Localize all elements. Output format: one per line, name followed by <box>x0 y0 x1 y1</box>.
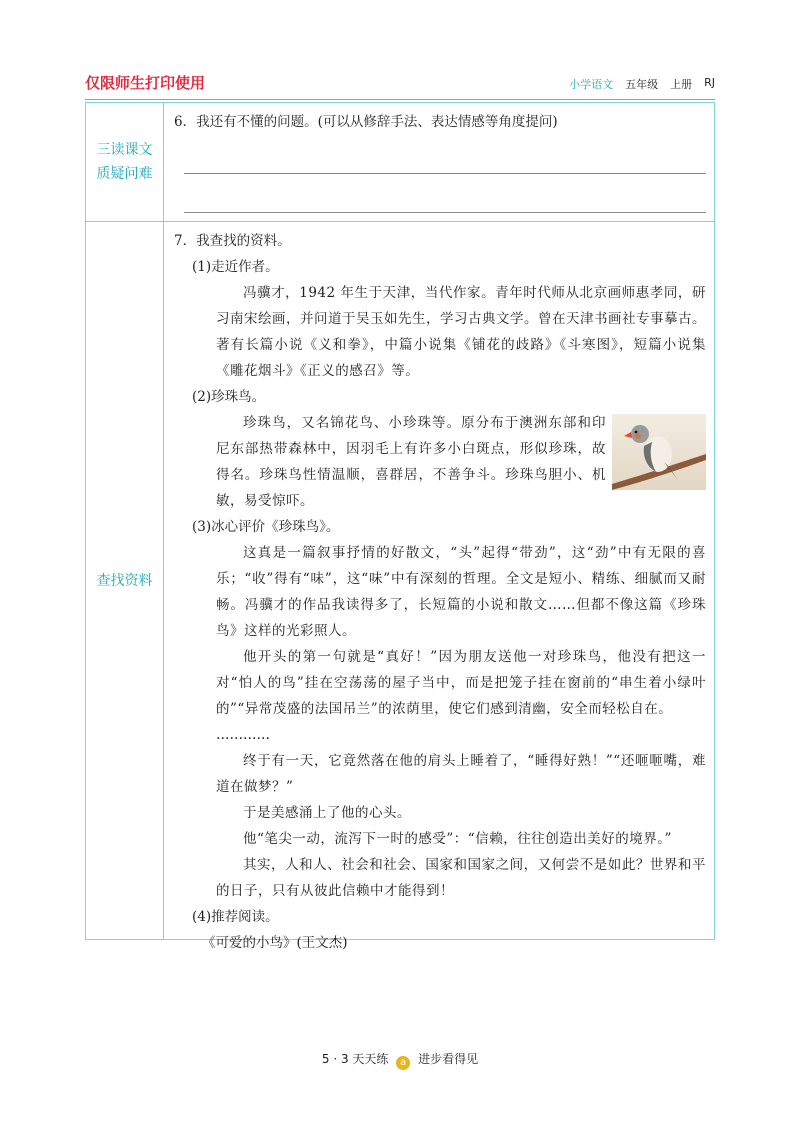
review-paragraph-5: 他“笔尖一动，流泻下一时的感受”：“信赖，往往创造出美好的境界。” <box>243 831 672 847</box>
section-author-title: (1)走近作者。 <box>192 259 279 275</box>
bird-block <box>174 410 706 514</box>
answer-line-1[interactable] <box>184 135 706 174</box>
page-header <box>85 72 715 102</box>
review-ellipsis: ………… <box>216 727 270 743</box>
question-6-content <box>164 103 714 221</box>
edition-label: RJ <box>704 76 715 89</box>
section-review-title: (3)冰心评价《珍珠鸟》。 <box>192 519 340 535</box>
footer-brand: 5 · 3 天天练 <box>321 1052 389 1066</box>
volume-label: 上册 <box>670 78 693 91</box>
grade-label: 五年级 <box>625 78 659 91</box>
question-7-text: 7．我查找的资料。 <box>174 233 291 249</box>
section-reading-title: (4)推荐阅读。 <box>192 909 279 925</box>
review-paragraph-1: 这真是一篇叙事抒情的好散文，“头”起得“带劲”，这“劲”中有无限的喜乐；“收”得有“味”，这“味”中有深刻的哲理。全文是短小、精练、细腻而又耐畅。冯骥才的作品我读得多了，长短篇的小说和散文……但都不像这篇《珍珠鸟》这样的光彩照人。 <box>216 545 706 639</box>
finch-photo <box>612 414 706 490</box>
print-notice: 仅限师生打印使用 <box>85 74 206 92</box>
header-divider <box>85 99 715 100</box>
row-label-questioning <box>86 103 164 221</box>
review-paragraph-3: 终于有一天，它竟然落在他的肩头上睡着了，“睡得好熟！”“还咂咂嘴，难道在做梦？” <box>216 753 706 795</box>
section-bird-text: 珍珠鸟，又名锦花鸟、小珍珠等。原分布于澳洲东部和印尼东部热带森林中，因羽毛上有许多小白斑点，形似珍珠，故得名。珍珠鸟性情温顺，喜群居，不善争斗。珍珠鸟胆小、机敏，易受惊吓。 <box>216 415 606 509</box>
question-6-text: 6．我还有不懂的问题。(可以从修辞手法、表达情感等角度提问) <box>174 114 558 130</box>
footer-slogan: 进步看得见 <box>418 1052 479 1066</box>
section-author-text: 冯骥才，1942 年生于天津，当代作家。青年时代师从北京画师惠孝同，研习南宋绘画，并问道于吴玉如先生，学习古典文学。曾在天津书画社专事摹古。著有长篇小说《义和拳》，中篇小说集《铺花的歧路》《斗寒图》，短篇小说集《雕花烟斗》《正义的感召》等。 <box>216 285 706 379</box>
subject-label: 小学语文 <box>569 78 614 91</box>
finch-illustration <box>612 414 706 490</box>
row-question-6 <box>86 103 714 221</box>
row-question-7 <box>86 221 714 951</box>
review-paragraph-4: 于是美感涌上了他的心头。 <box>243 805 411 821</box>
review-paragraph-6: 其实，人和人、社会和社会、国家和国家之间，又何尝不是如此？世界和平的日子，只有从彼此信赖中才能得到！ <box>216 857 706 899</box>
label-line-1: 三读课文 <box>96 142 153 158</box>
worksheet-table <box>85 102 715 951</box>
question-7-content <box>164 222 714 951</box>
answer-line-2[interactable] <box>184 174 706 213</box>
footer-badge-icon: a <box>396 1056 410 1070</box>
section-bird-title: (2)珍珠鸟。 <box>192 389 266 405</box>
row-label-research: 查找资料 <box>86 222 164 939</box>
book-info <box>569 76 715 92</box>
page-footer <box>0 1050 800 1070</box>
label-line-2: 质疑问难 <box>96 166 153 182</box>
review-paragraph-2: 他开头的第一句就是“真好！”因为朋友送他一对珍珠鸟，他没有把这一对“怕人的鸟”挂在空荡荡的屋子当中，而是把笼子挂在窗前的“串生着小绿叶的”“异常茂盛的法国吊兰”的浓荫里，使它们感到清幽，安全而轻松自在。 <box>216 649 706 717</box>
recommended-book: 《可爱的小鸟》(王文杰) <box>202 935 348 951</box>
